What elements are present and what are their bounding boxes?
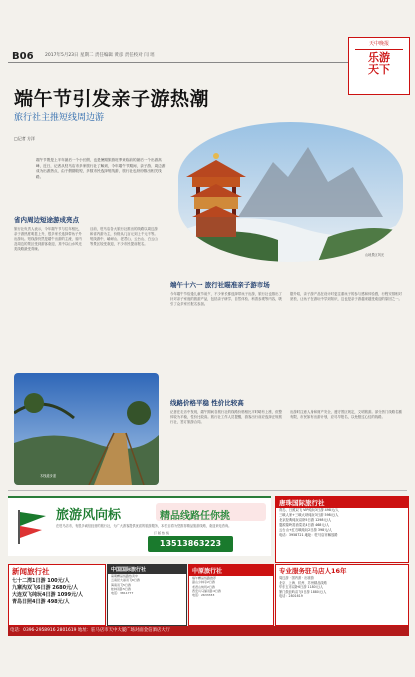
ad-line: 大连双飞纯玩4日游 1099元/人 (12, 592, 83, 598)
xinwen-ad-title: 新闻旅行社 (12, 567, 50, 576)
ad-line: 周边游 · 国内游 · 出境游 (279, 576, 314, 580)
photo-caption-top: 山地景区风光 (365, 253, 385, 257)
ad-line: 嵩山少林寺2日游 (192, 580, 215, 585)
ad-line: 桂林双卧5日游 (111, 586, 131, 591)
page-number: B06 (12, 51, 34, 62)
ad-main-slogan: 精品线路任你挑 (160, 511, 230, 522)
boardwalk-photo (14, 373, 159, 485)
zhongyuan-ad (188, 564, 274, 626)
mountain-temple-photo (178, 122, 403, 262)
ad-line: 西安兵马俑双卧4日游 (192, 588, 221, 593)
guoji-ad (107, 564, 187, 626)
section-heading-3: 线路价格平稳 性价比较高 (170, 399, 244, 407)
article-column-6: 出游时注意人身和财产安全，遵守景区规定，文明旅游。部分热门线路名额有限，市民如有出游计划，应尽早报名，以免错过心仪的线路。 (290, 410, 402, 419)
date-line: 2017年5月23日 星期二 责任编辑 黄彦 责任校对 闫 瑶 (45, 53, 155, 58)
ad-line: 婺源篁岭赏油菜花4日游 468元/人 (279, 523, 330, 527)
footer-contact-bar: 电话：0396-2958916 2801619 地址：驻马店市天中大厦广场对面金信酒店大厅 (8, 626, 409, 636)
tangzhu-ad (275, 496, 409, 563)
lead-paragraph: 端午节既是上半年最后一个小长假，也是暑期旅游旺季来临前的最后一个出游高峰，近日，记者从驻马店市多家旅行社了解到，今年端午节期间，亲子游、周边游成为出游热点，由于假期较短，多数市民选择短线游，旅行社也纷纷推出相关线路。 (36, 158, 166, 179)
ad-line: 北京、上海、杭州、苏州精品线路 (279, 580, 327, 585)
ad-line: 厦门鼓浪屿双飞5日游 1880元/人 (279, 589, 327, 594)
ad-phone-number: 13513863223 (148, 536, 233, 552)
article-column-1: 旅行社负责人表示，今年端午节与往年相比，亲子游热度明显上升，很多家长选择带孩子外出游玩。短线游仍然是端午出游的主流，省内及周边的景区受到游客欢迎，其中以山水风光类线路最受青睐。 (14, 227, 82, 251)
ad-line: 云南昆大丽双飞6日游 (111, 578, 140, 583)
ad-line: 海南双飞5日游 (111, 582, 131, 587)
flag-icon (12, 506, 52, 546)
ad-line: 三峡人家+三峡大坝纯玩3日游 598元/人 (279, 513, 339, 517)
section-heading-2: 端午十六一 旅行社瞄准亲子游市场 (170, 281, 270, 289)
subheadline: 旅行社主推短线周边游 (14, 113, 105, 123)
ad-line: 九寨沟双飞6日游 2680元/人 (12, 585, 78, 591)
reporter-byline: □记者 方洋 (14, 136, 36, 141)
ad-phone-label: 订 版 热 线 (154, 531, 169, 535)
ad-line: 电话：2801619 (279, 594, 303, 598)
zhumadian-ad-title: 专业服务驻马店人16年 (279, 567, 347, 575)
logo-section-1: 乐游 (368, 51, 390, 64)
ad-line: 青岛日照4日游 498元/人 (12, 599, 70, 605)
ad-line: 华东五市双卧6日游 1180元/人 (279, 585, 324, 589)
tangzhu-ad-title: 唐珠国际旅行社 (276, 497, 408, 508)
ad-line: 电话：3811777 (111, 591, 134, 596)
section-logo (348, 37, 410, 95)
ad-divider (8, 490, 407, 491)
ad-line: 云台山+红石峡纯玩2日游 398元/人 (279, 528, 332, 532)
article-column-5: 记者在走访中发现，端午期间各旅行社的线路价格相比平时略有上涨，但整体较为平稳，性价比较高。旅行社工作人员提醒，游客出行前应选择正规旅行社，签订旅游合同。 (170, 410, 282, 424)
ad-line: 端午精品线路推荐 (192, 576, 217, 580)
ad-line: 电话：2633333 (192, 593, 215, 598)
ad-line: 暑期精品线路热卖中 (111, 574, 139, 578)
headline: 端午节引发亲子游热潮 (14, 88, 210, 110)
ad-line: 北京经典纯玩双卧5日游 1298元/人 (279, 518, 332, 522)
article-column-2: 目前，驻马店各大旅行社推出的线路以周边游和省内游为主，价格从几百元到上千元不等。短线游中，嵖岈山、老君山、云台山、白云山等景区较受欢迎，不少市民提前报名。 (90, 227, 158, 246)
ad-main-title: 旅游风向标 (56, 508, 122, 523)
ad-line: 老君山纯玩2日游 (192, 584, 215, 589)
ad-main-description: 在驻马店市，有很多诚信经营的旅行社，为广大游客提供优质的旅游服务，本栏目将为您推荐精品旅游线路，欢迎来电咨询。 (56, 524, 232, 528)
ad-line: 青岛、日照双飞 VIP纯玩3日游 498元/人 (279, 508, 339, 512)
ad-line: 电话：3958721 地址：驻马店市解放路 (279, 533, 338, 537)
article-column-3: 今年端午节恰逢儿童节前夕，不少家长都选择带孩子出游，旅行社也推出了针对亲子家庭的旅游产品，包括亲子研学、自然体验、科普参观等内容，吸引了众多家长报名参加。 (170, 292, 282, 306)
logo-brand: 天中晚报 (368, 41, 389, 47)
zhongyuan-ad-title: 中原旅行社 (189, 565, 273, 576)
travel-ad-main (8, 496, 271, 556)
guoji-ad-title: 中国国际旅行社 (108, 565, 186, 574)
section-heading-1: 省内周边短途游成亮点 (14, 216, 79, 224)
xinwen-ad (8, 564, 106, 626)
logo-divider (355, 49, 403, 50)
article-column-4: 据介绍，亲子游产品在设计时更注重孩子的参与感和体验感，行程安排相对宽松，让孩子在游玩中学到知识，这也是亲子游越来越受欢迎的原因之一。 (290, 292, 402, 301)
ad-line: 七十二湾1日游 100元/人 (12, 578, 70, 584)
photo-caption-bottom: 木栈道步道 (40, 474, 56, 478)
logo-section-2: 天下 (368, 63, 390, 76)
zhumadian-ad (275, 564, 409, 626)
